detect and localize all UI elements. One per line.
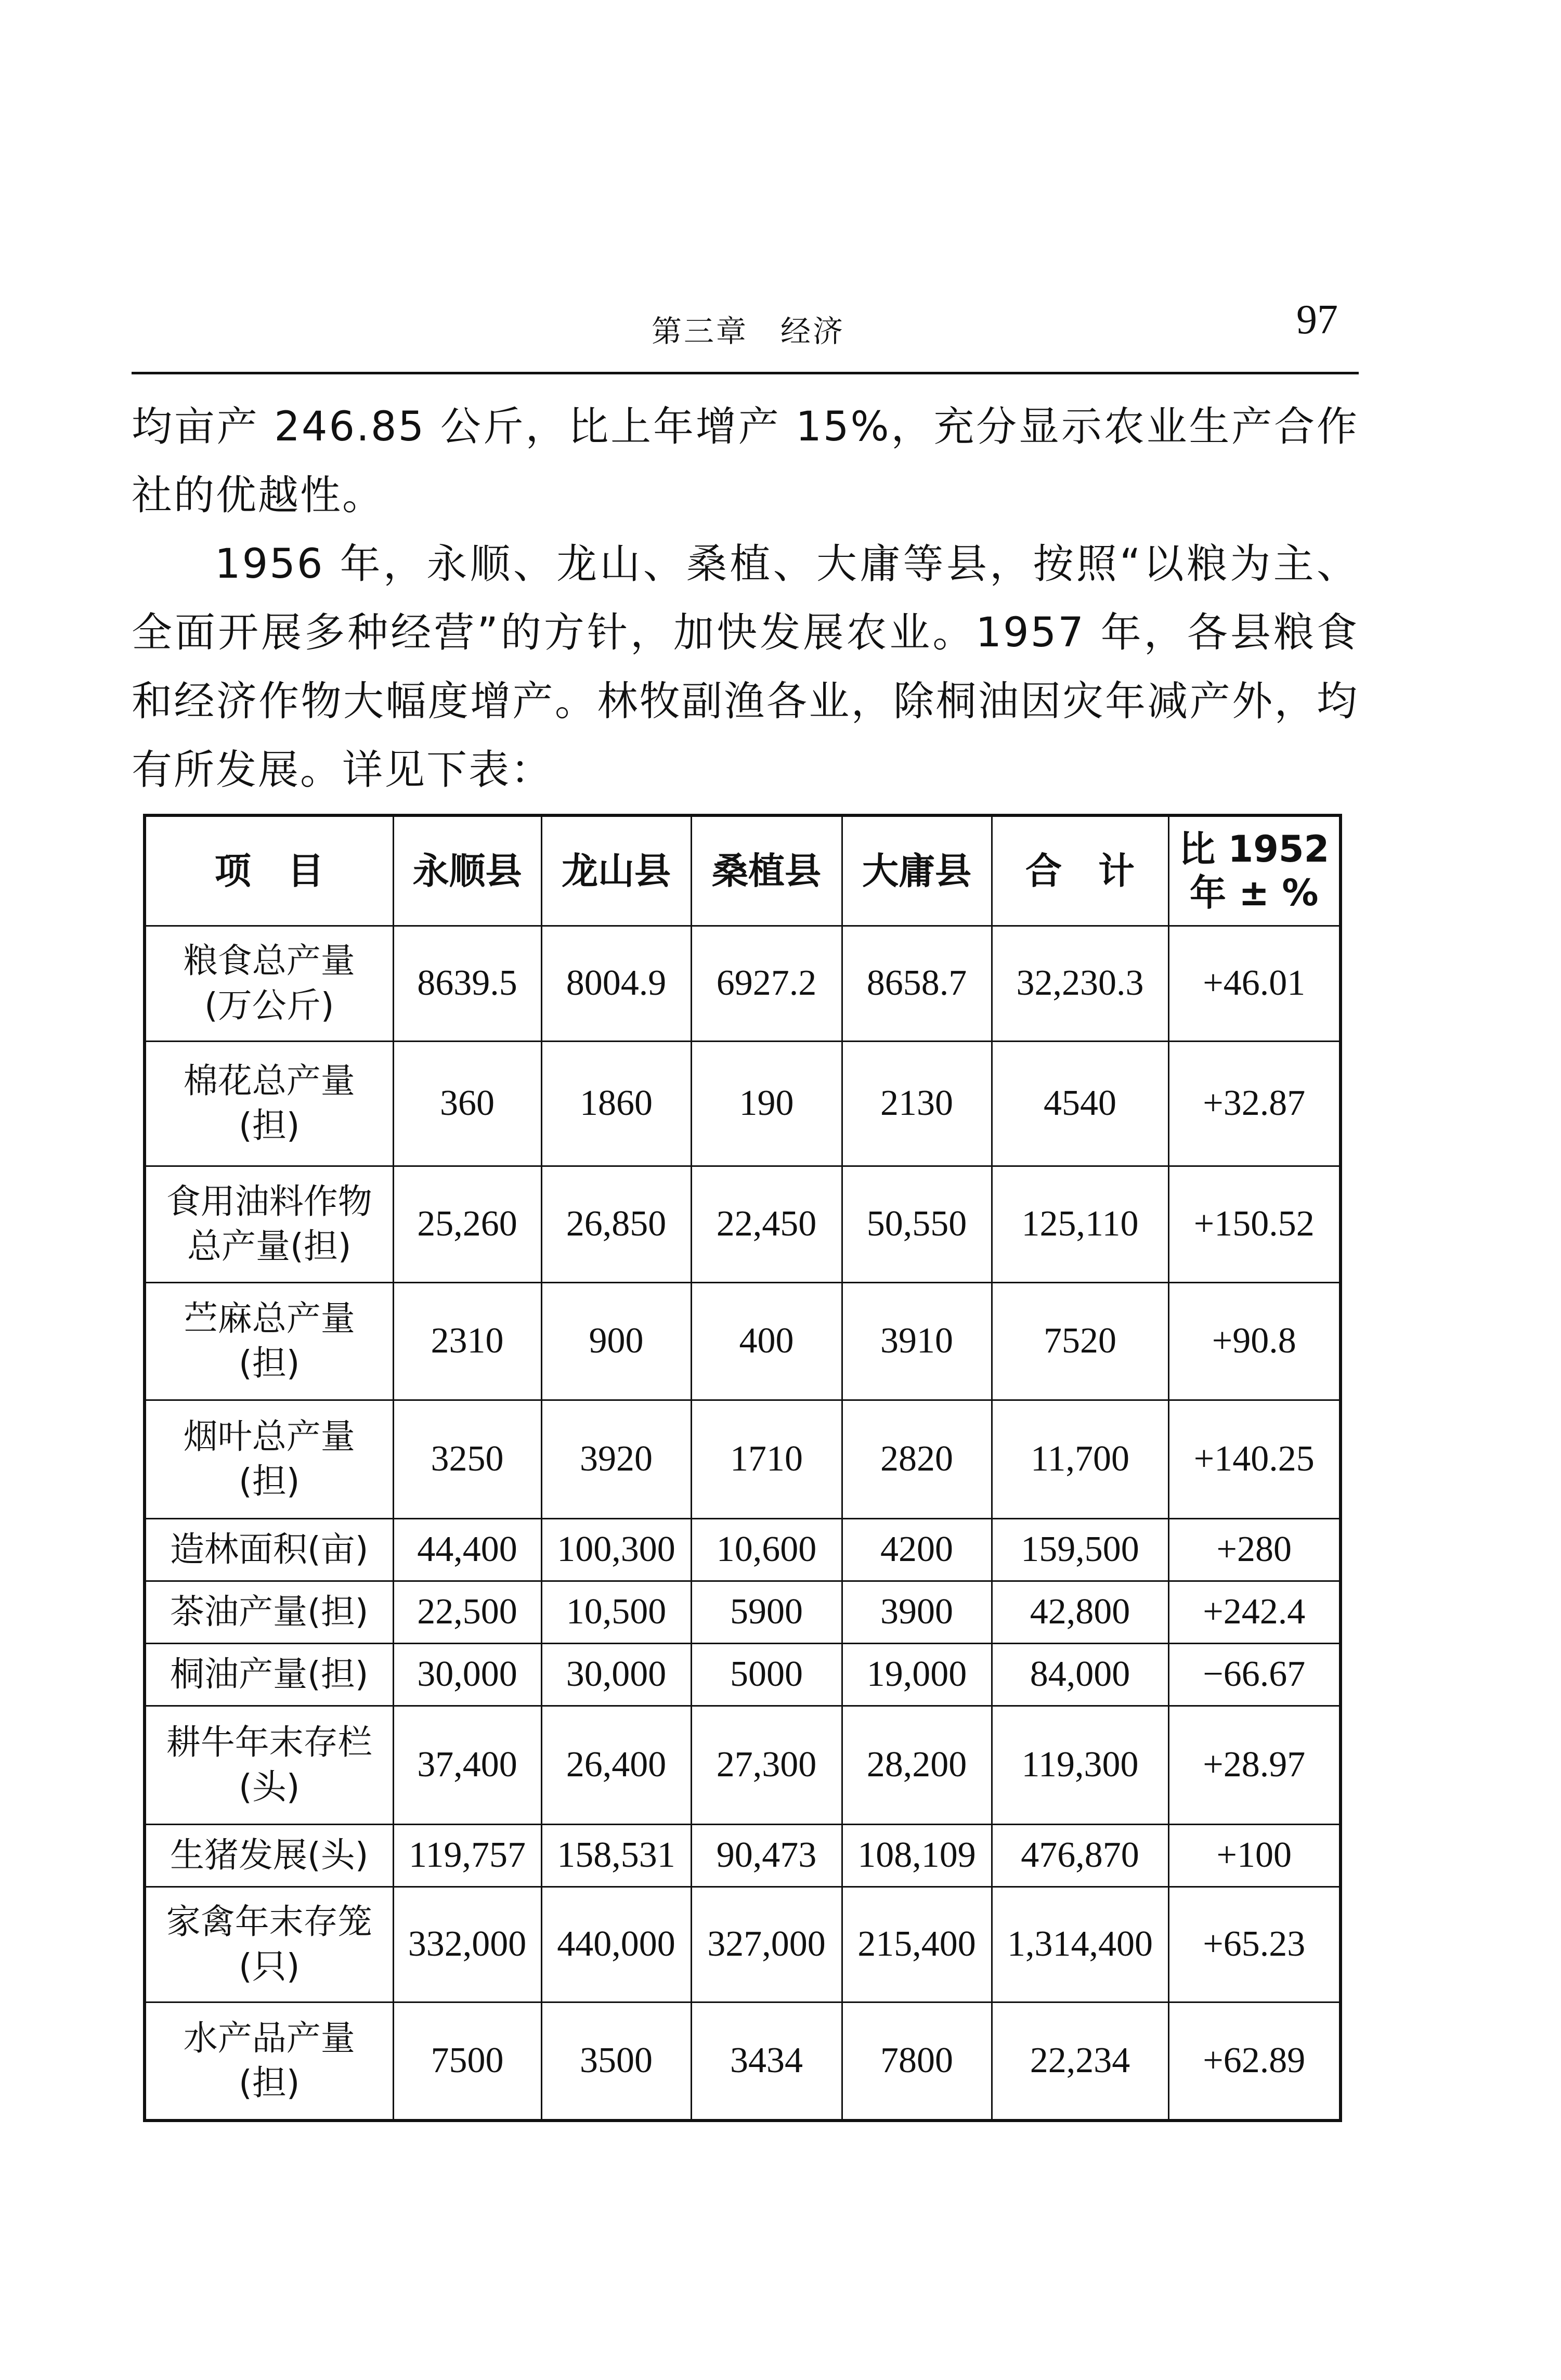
table-row: [145, 1581, 1341, 1643]
row-label: [145, 1581, 393, 1643]
body-text: [132, 393, 1359, 804]
table-cell: 5000: [691, 1643, 842, 1706]
chapter-title: 第三章 经济: [652, 314, 845, 349]
table-row: [145, 1400, 1341, 1518]
table-cell: +46.01: [1168, 926, 1341, 1041]
table-cell: 119,757: [393, 1824, 541, 1887]
table-header-row: [145, 815, 1341, 926]
table-row: [145, 1041, 1341, 1166]
table-row: [145, 1282, 1341, 1400]
row-label-line: 生猪发展(头): [170, 1835, 369, 1875]
row-label: [145, 926, 393, 1041]
table-cell: +28.97: [1168, 1706, 1341, 1824]
table-row: [145, 1166, 1341, 1282]
row-label-line: 造林面积(亩): [170, 1529, 369, 1569]
table-cell: 25,260: [393, 1166, 541, 1282]
row-label-line: (担): [239, 2063, 300, 2103]
table-cell: 8004.9: [541, 926, 691, 1041]
row-label: [145, 1706, 393, 1824]
paragraph: 1956 年，永顺、龙山、桑植、大庸等县，按照“以粮为主、全面开展多种经营”的方针，加快发展农业。1957 年，各县粮食和经济作物大幅度增产。林牧副渔各业，除桐油因灾年减产外，均有所发展。详见下表：: [132, 541, 1359, 794]
table-cell: 8658.7: [842, 926, 992, 1041]
row-label: [145, 1041, 393, 1166]
table-cell: 215,400: [842, 1887, 992, 2002]
table-cell: 3434: [691, 2002, 842, 2121]
table-cell: 32,230.3: [992, 926, 1168, 1041]
table-row: [145, 1887, 1341, 2002]
table-cell: 50,550: [842, 1166, 992, 1282]
row-label: [145, 1887, 393, 2002]
table-cell: +32.87: [1168, 1041, 1341, 1166]
row-label-line: (万公斤): [204, 985, 334, 1025]
row-label: [145, 1824, 393, 1887]
table-cell: +140.25: [1168, 1400, 1341, 1518]
header-change-line-1: 比 1952: [1179, 827, 1330, 870]
agriculture-output-table: [143, 814, 1342, 2122]
table-cell: 1860: [541, 1041, 691, 1166]
table-cell: 3500: [541, 2002, 691, 2121]
table-row: [145, 1706, 1341, 1824]
row-label-line: (只): [239, 1946, 300, 1986]
table-cell: 7500: [393, 2002, 541, 2121]
row-label-line: 粮食总产量: [183, 941, 355, 981]
table-cell: 3900: [842, 1581, 992, 1643]
table-cell: 28,200: [842, 1706, 992, 1824]
table-cell: 26,400: [541, 1706, 691, 1824]
table-cell: 100,300: [541, 1518, 691, 1581]
table-row: [145, 2002, 1341, 2121]
header-change-vs-1952: [1168, 815, 1341, 926]
table-cell: 1,314,400: [992, 1887, 1168, 2002]
table-cell: 3250: [393, 1400, 541, 1518]
header-yongshun: 永顺县: [393, 815, 541, 926]
row-label-line: 桐油产量(担): [170, 1654, 369, 1694]
table-cell: 11,700: [992, 1400, 1168, 1518]
row-label-line: 苎麻总产量: [183, 1298, 355, 1338]
table-row: [145, 1643, 1341, 1706]
table-cell: 159,500: [992, 1518, 1168, 1581]
table-cell: 22,450: [691, 1166, 842, 1282]
row-label: [145, 1400, 393, 1518]
row-label-line: (担): [239, 1461, 300, 1501]
table-cell: 7520: [992, 1282, 1168, 1400]
table-row: [145, 1824, 1341, 1887]
header-longshan: 龙山县: [541, 815, 691, 926]
table-cell: −66.67: [1168, 1643, 1341, 1706]
table-cell: 360: [393, 1041, 541, 1166]
table-cell: 327,000: [691, 1887, 842, 2002]
table-cell: +62.89: [1168, 2002, 1341, 2121]
table-cell: 22,500: [393, 1581, 541, 1643]
table-cell: 7800: [842, 2002, 992, 2121]
row-label-line: 总产量(担): [187, 1226, 352, 1266]
page-number: 97: [1296, 297, 1338, 343]
table-cell: 1710: [691, 1400, 842, 1518]
row-label-line: 耕牛年末存栏: [166, 1722, 372, 1762]
header-total: 合 计: [992, 815, 1168, 926]
row-label-line: 茶油产量(担): [170, 1592, 369, 1632]
table-cell: 44,400: [393, 1518, 541, 1581]
row-label: [145, 1643, 393, 1706]
table-cell: 2310: [393, 1282, 541, 1400]
table-cell: 2820: [842, 1400, 992, 1518]
table-cell: 3910: [842, 1282, 992, 1400]
table-cell: 2130: [842, 1041, 992, 1166]
table-cell: 84,000: [992, 1643, 1168, 1706]
table-cell: +100: [1168, 1824, 1341, 1887]
row-label-line: 棉花总产量: [183, 1061, 355, 1101]
row-label-line: 家禽年末存笼: [166, 1902, 372, 1942]
table-cell: 4540: [992, 1041, 1168, 1166]
table-cell: 158,531: [541, 1824, 691, 1887]
table-cell: 4200: [842, 1518, 992, 1581]
table-cell: +90.8: [1168, 1282, 1341, 1400]
table-cell: 90,473: [691, 1824, 842, 1887]
row-label-line: 水产品产量: [183, 2018, 355, 2059]
row-label-line: 烟叶总产量: [183, 1416, 355, 1456]
row-label: [145, 1166, 393, 1282]
header-change-line-2: 年 ± %: [1189, 871, 1319, 914]
row-label-line: 食用油料作物: [166, 1181, 372, 1221]
row-label-line: (担): [239, 1343, 300, 1383]
table-cell: 37,400: [393, 1706, 541, 1824]
row-label: [145, 2002, 393, 2121]
table-cell: 3920: [541, 1400, 691, 1518]
table-cell: 119,300: [992, 1706, 1168, 1824]
table-cell: 440,000: [541, 1887, 691, 2002]
table-row: [145, 926, 1341, 1041]
table-cell: +242.4: [1168, 1581, 1341, 1643]
table-cell: 8639.5: [393, 926, 541, 1041]
table-cell: 10,500: [541, 1581, 691, 1643]
table-cell: 10,600: [691, 1518, 842, 1581]
table-cell: 125,110: [992, 1166, 1168, 1282]
table-cell: 476,870: [992, 1824, 1168, 1887]
header-dayong: 大庸县: [842, 815, 992, 926]
table-cell: 900: [541, 1282, 691, 1400]
table-cell: 400: [691, 1282, 842, 1400]
table-cell: 5900: [691, 1581, 842, 1643]
table-cell: +150.52: [1168, 1166, 1341, 1282]
table-cell: 30,000: [393, 1643, 541, 1706]
header-sangzhi: 桑植县: [691, 815, 842, 926]
table-cell: 27,300: [691, 1706, 842, 1824]
table-cell: 42,800: [992, 1581, 1168, 1643]
table-cell: +280: [1168, 1518, 1341, 1581]
row-label-line: (担): [239, 1106, 300, 1146]
row-label: [145, 1518, 393, 1581]
table-cell: 190: [691, 1041, 842, 1166]
table-cell: 22,234: [992, 2002, 1168, 2121]
paragraph: 均亩产 246.85 公斤，比上年增产 15%，充分显示农业生产合作社的优越性。: [132, 404, 1359, 519]
table-row: [145, 1518, 1341, 1581]
table-cell: 19,000: [842, 1643, 992, 1706]
header-item: 项 目: [145, 815, 393, 926]
table-cell: 30,000: [541, 1643, 691, 1706]
row-label: [145, 1282, 393, 1400]
table-cell: +65.23: [1168, 1887, 1341, 2002]
page-header: [132, 281, 1359, 374]
table-cell: 6927.2: [691, 926, 842, 1041]
table-cell: 26,850: [541, 1166, 691, 1282]
row-label-line: (头): [239, 1767, 300, 1807]
table-cell: 108,109: [842, 1824, 992, 1887]
table-cell: 332,000: [393, 1887, 541, 2002]
